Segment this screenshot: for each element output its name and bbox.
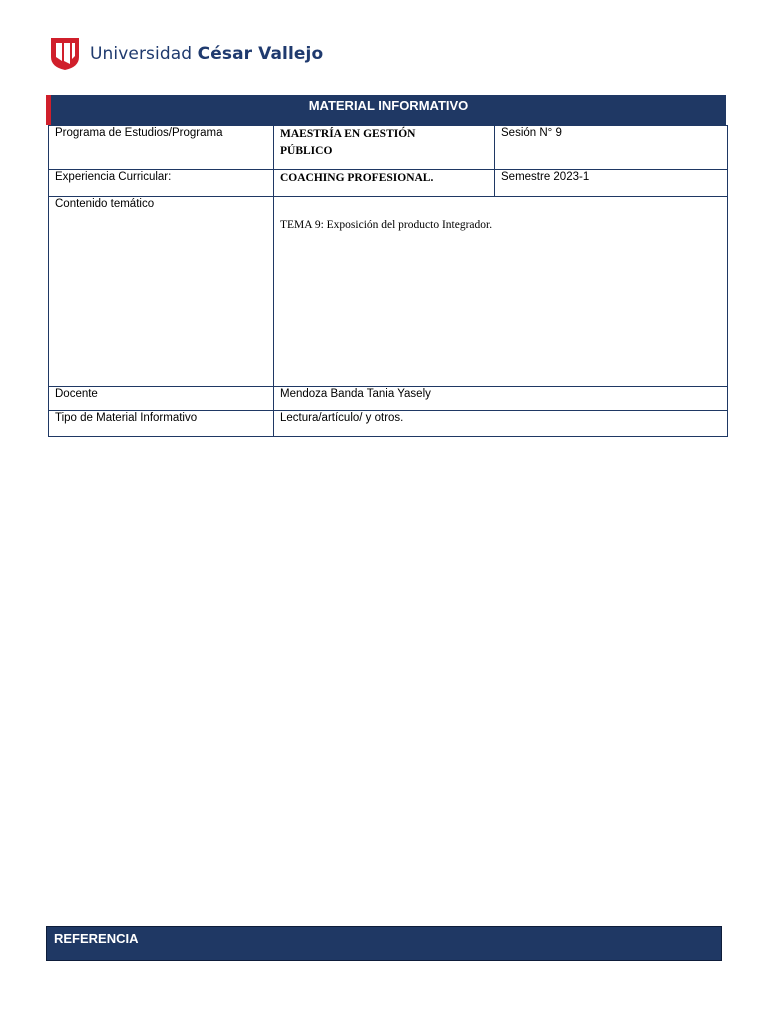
teacher-label: Docente (49, 387, 274, 411)
table-row (49, 197, 728, 387)
section-title: MATERIAL INFORMATIVO (51, 95, 726, 125)
semester: Semestre 2023-1 (495, 170, 728, 197)
program-value (274, 126, 495, 170)
university-name-regular: Universidad (90, 44, 193, 64)
content-label: Contenido temático (49, 197, 274, 387)
reference-title: REFERENCIA (46, 926, 722, 961)
session-number: Sesión N° 9 (495, 126, 728, 170)
material-type-value: Lectura/artículo/ y otros. (274, 411, 728, 437)
curricular-label: Experiencia Curricular: (49, 170, 274, 197)
table-row (49, 170, 728, 197)
material-type-label: Tipo de Material Informativo (49, 411, 274, 437)
program-label: Programa de Estudios/Programa (49, 126, 274, 170)
ucv-shield-icon (50, 37, 80, 71)
table-row (49, 387, 728, 411)
university-name-bold: César Vallejo (197, 44, 324, 64)
program-value-line2: PÚBLICO (280, 145, 333, 157)
university-name (90, 44, 323, 64)
teacher-value: Mendoza Banda Tania Yasely (274, 387, 728, 411)
table-row (49, 126, 728, 170)
program-value-line1: MAESTRÍA EN GESTIÓN (280, 128, 416, 140)
curricular-value: COACHING PROFESIONAL. (274, 170, 495, 197)
table-row (49, 411, 728, 437)
content-value: TEMA 9: Exposición del producto Integrador. (274, 197, 728, 387)
info-table (48, 125, 728, 437)
university-logo (50, 36, 323, 72)
